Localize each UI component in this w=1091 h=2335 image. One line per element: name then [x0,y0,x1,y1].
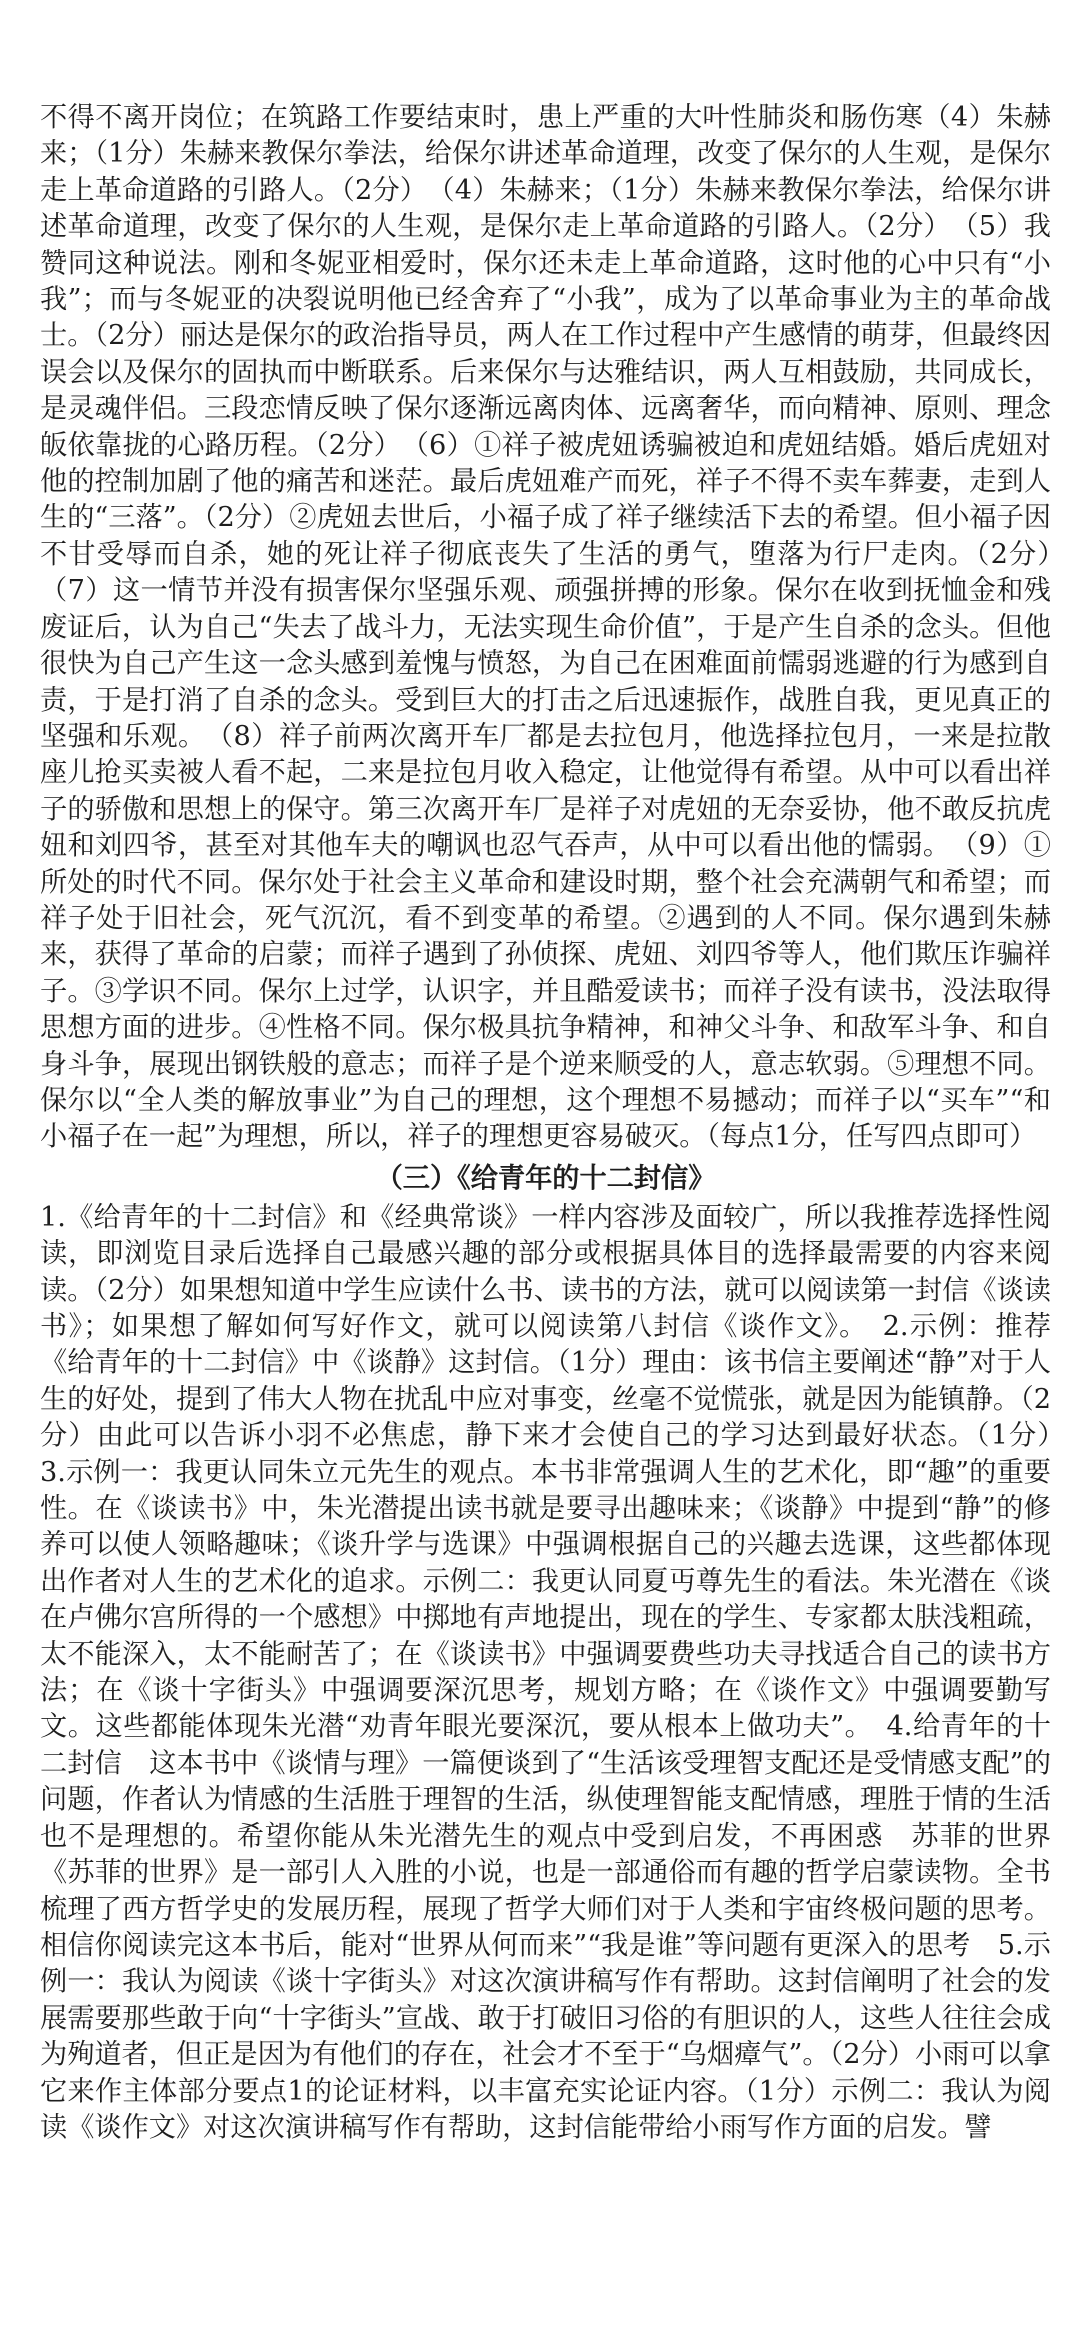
section-heading: （三）《给青年的十二封信》 [375,1161,716,1194]
answer-paragraph-part-two: 不得不离开岗位；在筑路工作要结束时，患上严重的大叶性肺炎和肠伤寒（4）朱赫来；（1分）朱赫来教保尔拳法，给保尔讲述革命道理，改变了保尔的人生观，是保尔走上革命道路的引路人。（2分） （4）朱赫来；（1分）朱赫来教保尔拳法，给保尔讲述革命道理，改变了保尔的人生观，是保尔走上革命道路的引路人。（2分） （5）我赞同这种说法。刚和冬妮亚相爱时，保尔还未走上革命道路，这时他的心中只有“小我”；而与冬妮亚的决裂说明他已经舍弃了“小我”，成为了以革命事业为主的革命战士。（2分）丽达是保尔的政治指导员，两人在工作过程中产生感情的萌芽，但最终因误会以及保尔的固执而中断联系。后来保尔与达雅结识，两人互相鼓励，共同成长，是灵魂伴侣。三段恋情反映了保尔逐渐远离肉体、远离奢华，而向精神、原则、理念皈依靠拢的心路历程。（2分） （6）①祥子被虎妞诱骗被迫和虎妞结婚。婚后虎妞对他的控制加剧了他的痛苦和迷茫。最后虎妞难产而死，祥子不得不卖车葬妻，走到人生的“三落”。（2分）②虎妞去世后，小福子成了祥子继续活下去的希望。但小福子因不甘受辱而自杀，她的死让祥子彻底丧失了生活的勇气，堕落为行尸走肉。（2分） （7）这一情节并没有损害保尔坚强乐观、顽强拼搏的形象。保尔在收到抚恤金和残废证后，认为自己“失去了战斗力，无法实现生命价值”，于是产生自杀的念头。但他很快为自己产生这一念头感到羞愧与愤怒，为自己在困难面前懦弱逃避的行为感到自责，于是打消了自杀的念头。受到巨大的打击之后迅速振作，战胜自我，更见真正的坚强和乐观。 （8）祥子前两次离开车厂都是去拉包月，他选择拉包月，一来是拉散座儿抢买卖被人看不起，二来是拉包月收入稳定，让他觉得有希望。从中可以看出祥子的骄傲和思想上的保守。第三次离开车厂是祥子对虎妞的无奈妥协，他不敢反抗虎妞和刘四爷，甚至对其他车夫的嘲讽也忍气吞声，从中可以看出他的懦弱。 （9）①所处的时代不同。保尔处于社会主义革命和建设时期，整个社会充满朝气和希望；而祥子处于旧社会，死气沉沉，看不到变革的希望。②遇到的人不同。保尔遇到朱赫来，获得了革命的启蒙；而祥子遇到了孙侦探、虎妞、刘四爷等人，他们欺压诈骗祥子。③学识不同。保尔上过学，认识字，并且酷爱读书；而祥子没有读书，没法取得思想方面的进步。④性格不同。保尔极具抗争精神，和神父斗争、和敌军斗争、和自身斗争，展现出钢铁般的意志；而祥子是个逆来顺受的人，意志软弱。⑤理想不同。保尔以“全人类的解放事业”为自己的理想，这个理想不易撼动；而祥子以“买车”“和小福子在一起”为理想，所以，祥子的理想更容易破灭。（每点1分，任写四点即可） [40,102,1079,1153]
answer-paragraph-part-three: 1.《给青年的十二封信》和《经典常谈》一样内容涉及面较广，所以我推荐选择性阅读，即浏览目录后选择自己最感兴趣的部分或根据具体目的选择最需要的内容来阅读。（2分）如果想知道中学生应读什么书、读书的方法，就可以阅读第一封信《谈读书》；如果想了解如何写好作文，就可以阅读第八封信《谈作文》。 2.示例：推荐《给青年的十二封信》中《谈静》这封信。（1分）理由：该书信主要阐述“静”对于人生的好处，提到了伟大人物在扰乱中应对事变，丝毫不觉慌张，就是因为能镇静。（2分）由此可以告诉小羽不必焦虑，静下来才会使自己的学习达到最好状态。（1分） 3.示例一：我更认同朱立元先生的观点。本书非常强调人生的艺术化，即“趣”的重要性。在《谈读书》中，朱光潜提出读书就是要寻出趣味来；《谈静》中提到“静”的修养可以使人领略趣味；《谈升学与选课》中强调根据自己的兴趣去选课，这些都体现出作者对人生的艺术化的追求。示例二：我更认同夏丏尊先生的看法。朱光潜在《谈在卢佛尔宫所得的一个感想》中掷地有声地提出，现在的学生、专家都太肤浅粗疏，太不能深入，太不能耐苦了；在《谈读书》中强调要费些功夫寻找适合自己的读书方法；在《谈十字街头》中强调要深沉思考，规划方略；在《谈作文》中强调要勤写文。这些都能体现朱光潜“劝青年眼光要深沉，要从根本上做功夫”。 4.给青年的十二封信 这本书中《谈情与理》一篇便谈到了“生活该受理智支配还是受情感支配”的问题，作者认为情感的生活胜于理智的生活，纵使理智能支配情感，理胜于情的生活也不是理想的。希望你能从朱光潜先生的观点中受到启发，不再困惑 苏菲的世界 《苏菲的世界》是一部引人入胜的小说，也是一部通俗而有趣的哲学启蒙读物。全书梳理了西方哲学史的发展历程，展现了哲学大师们对于人类和宇宙终极问题的思考。相信你阅读完这本书后，能对“世界从何而来”“我是谁”等问题有更深入的思考 5.示例一：我认为阅读《谈十字街头》对这次演讲稿写作有帮助。这封信阐明了社会的发展需要那些敢于向“十字街头”宣战、敢于打破旧习俗的有胆识的人，这些人往往会成为殉道者，但正是因为有他们的存在，社会才不至于“乌烟瘴气”。（2分）小雨可以拿它来作主体部分要点1的论证材料，以丰富充实论证内容。（1分）示例二：我认为阅读《谈作文》对这次演讲稿写作有帮助，这封信能带给小雨写作方面的启发。譬 [40,1201,1079,2143]
